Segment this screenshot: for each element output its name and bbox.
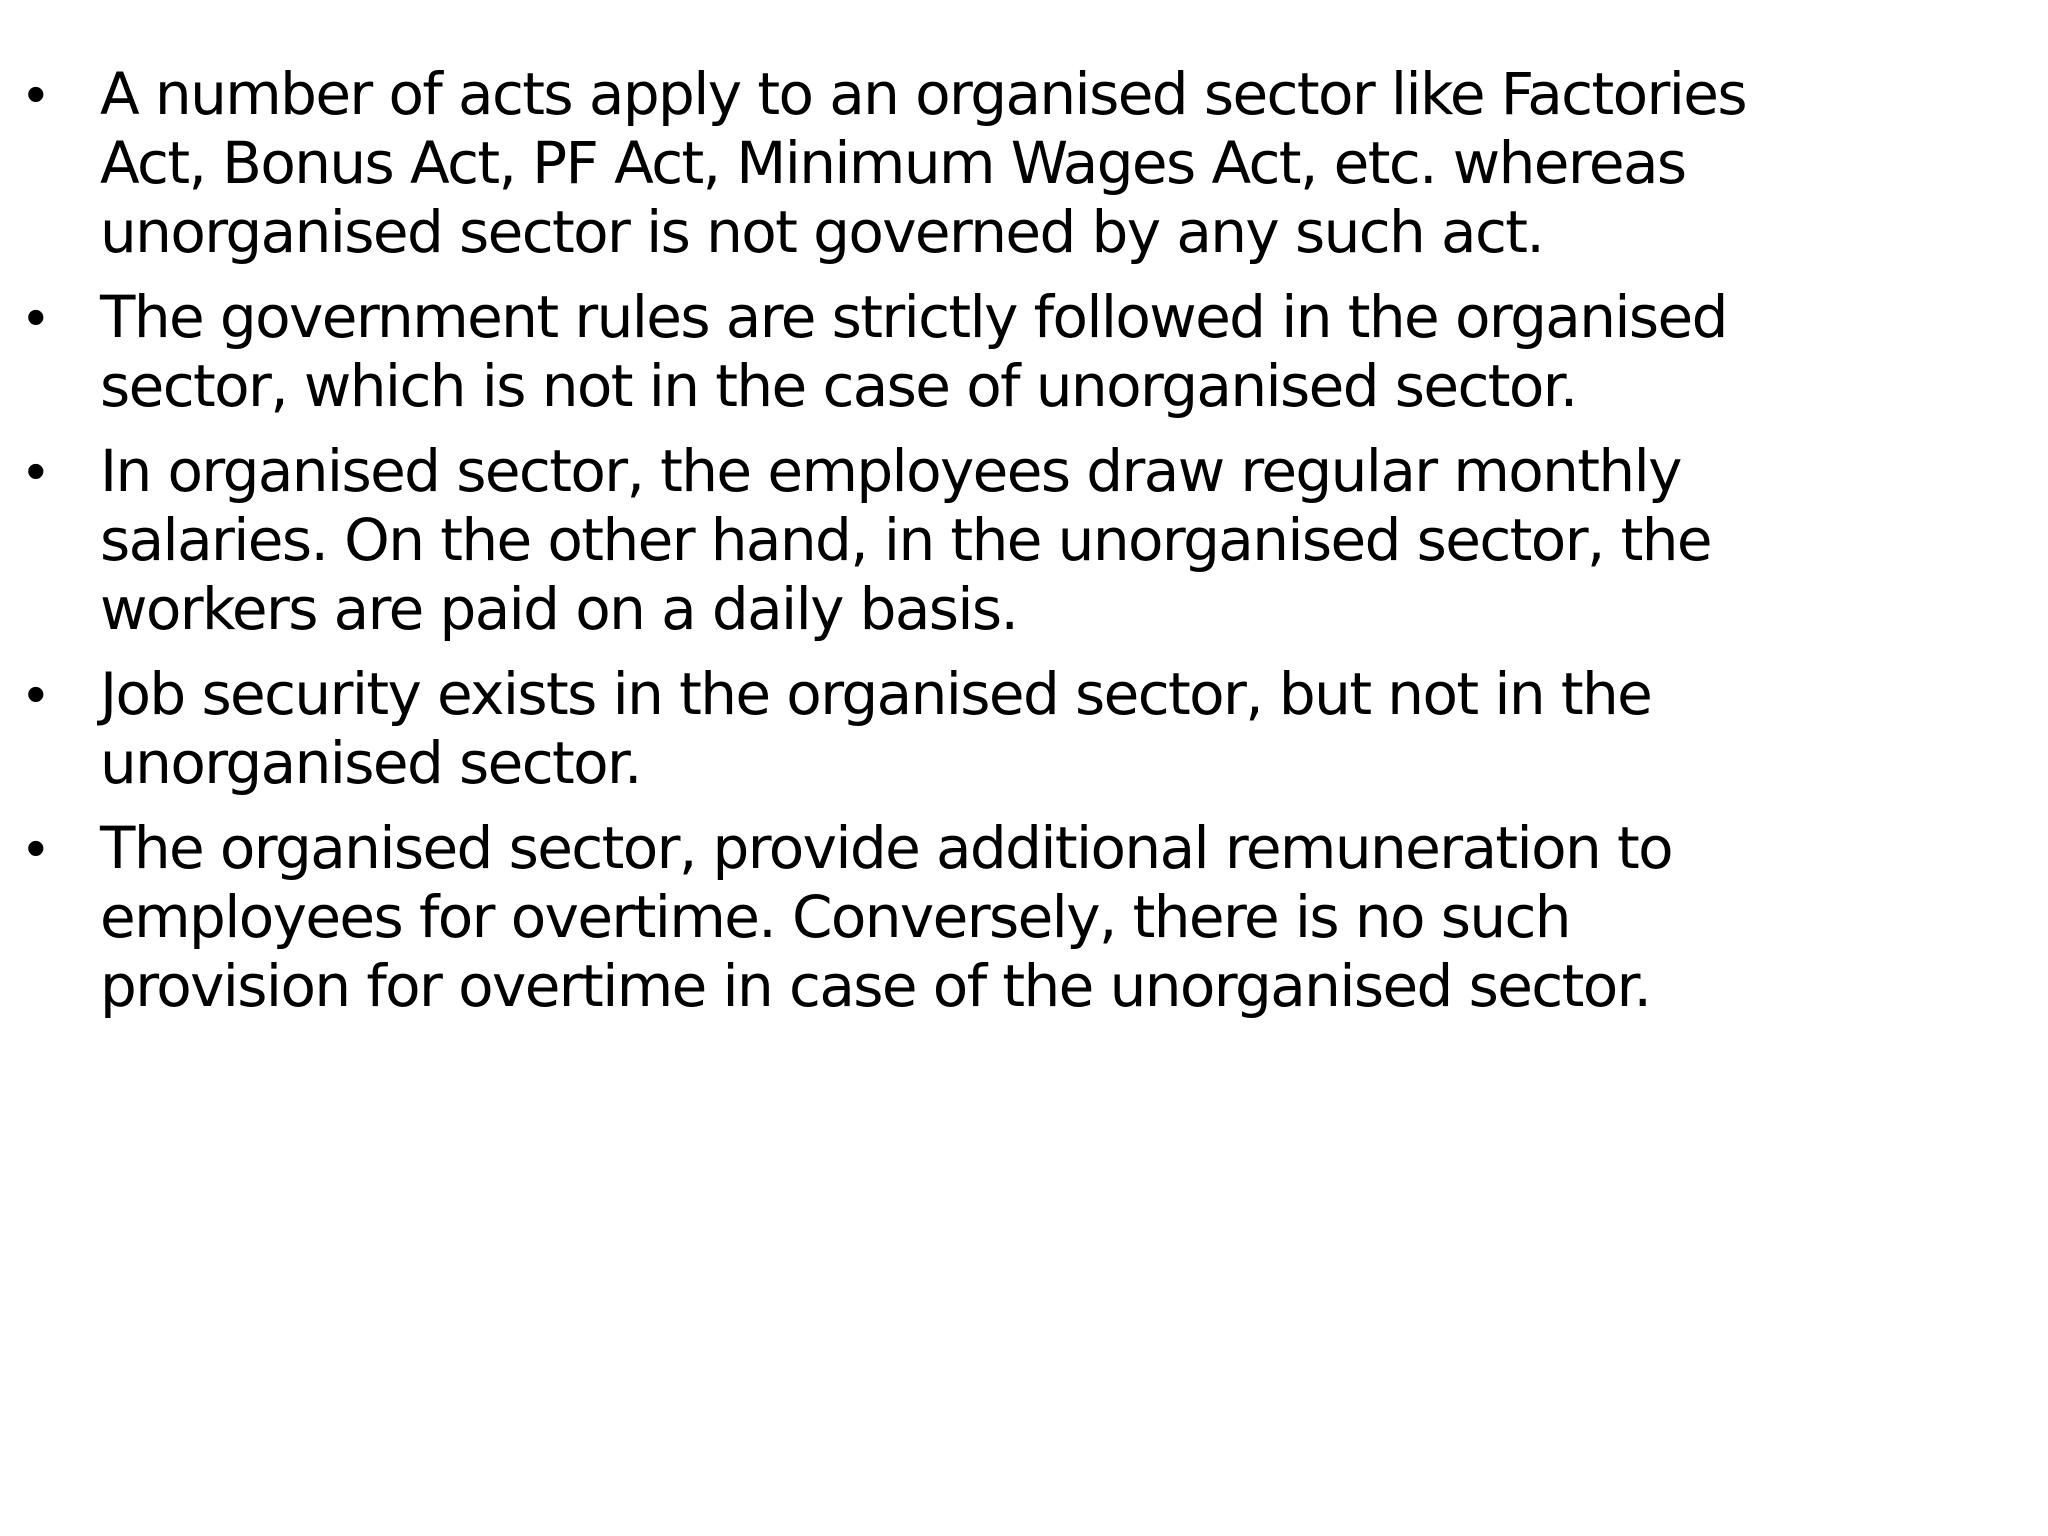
bullet-line: unorganised sector is not governed by any such act. [100,198,1544,266]
bullet-text [100,283,1966,421]
bullet-list [26,60,1966,1037]
bullet-item [26,660,1966,798]
bullet-line: sector, which is not in the case of unorganised sector. [100,352,1577,420]
bullet-line: employees for overtime. Conversely, there is no such [100,883,1570,951]
bullet-item [26,60,1966,267]
bullet-line: workers are paid on a daily basis. [100,575,1018,643]
bullet-line: unorganised sector. [100,729,641,797]
bullet-line: Act, Bonus Act, PF Act, Minimum Wages Act, etc. whereas [100,129,1686,197]
bullet-text [100,660,1966,798]
bullet-icon: • [26,662,46,725]
bullet-icon: • [26,62,46,125]
bullet-item [26,437,1966,644]
bullet-line: A number of acts apply to an organised sector like Factories [100,60,1746,128]
bullet-text [100,437,1966,644]
bullet-line: Job security exists in the organised sector, but not in the [100,660,1652,728]
bullet-item [26,814,1966,1021]
bullet-icon: • [26,285,46,348]
bullet-line: The government rules are strictly followed in the organised [100,283,1727,351]
bullet-line: The organised sector, provide additional remuneration to [100,814,1672,882]
bullet-item [26,283,1966,421]
bullet-icon: • [26,816,46,879]
bullet-line: provision for overtime in case of the unorganised sector. [100,952,1651,1020]
bullet-line: salaries. On the other hand, in the unorganised sector, the [100,506,1711,574]
bullet-icon: • [26,439,46,502]
bullet-text [100,814,1966,1021]
bullet-line: In organised sector, the employees draw regular monthly [100,437,1681,505]
bullet-text [100,60,1966,267]
